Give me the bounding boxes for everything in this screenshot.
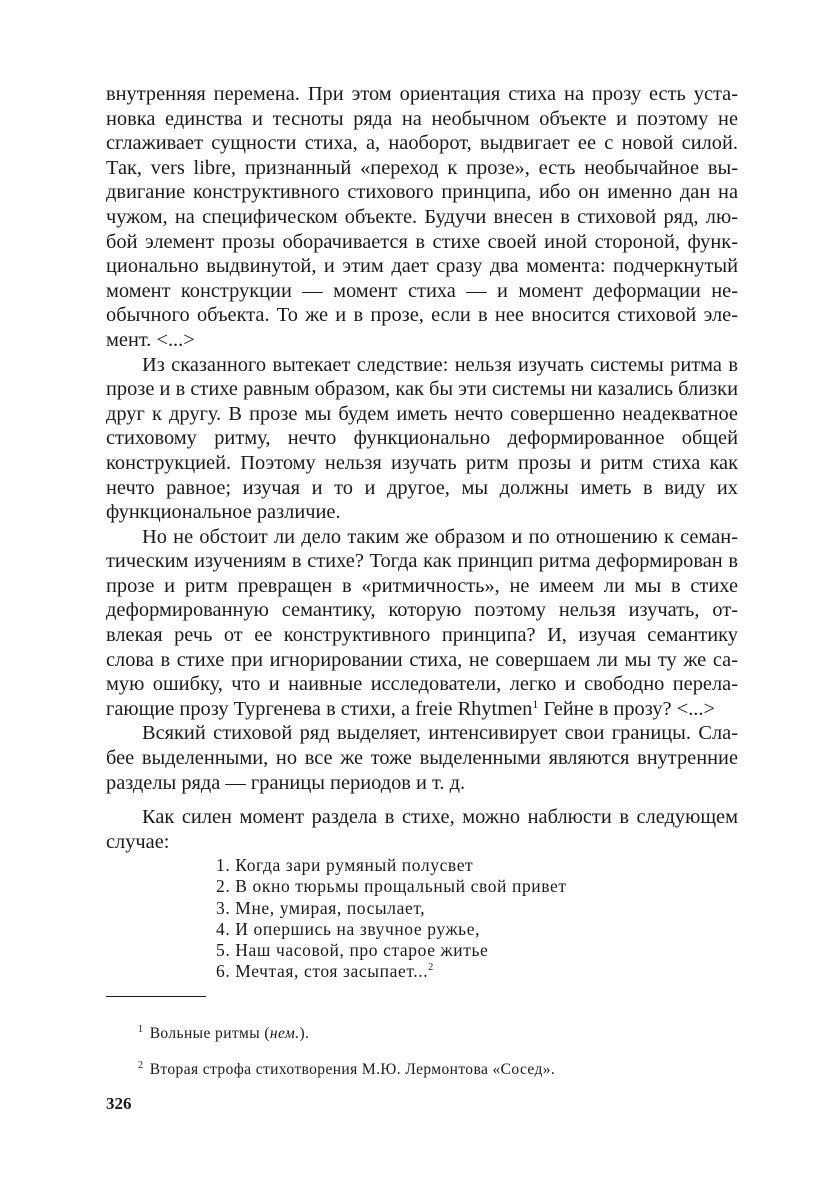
footnote-1-tail: ). xyxy=(299,1025,310,1042)
footnotes xyxy=(138,1024,555,1080)
main-text xyxy=(106,82,738,854)
poem-line-1: 1. Когда зари румяный полусвет xyxy=(216,855,474,875)
paragraph-3 xyxy=(106,525,738,722)
paragraph-5: Как силен момент раздела в стихе, можно наблюсти в следующем случае: xyxy=(106,806,738,853)
footnote-2 xyxy=(138,1060,555,1080)
poem-line-6 xyxy=(216,961,567,982)
paragraph-1: внутренняя перемена. При этом ориентация стиха на прозу есть установка единства и тесноты ряда на необычном объекте и поэтому не сглаживает сущности стиха, а, наоборот, выдвигает ее с новой силой. Так, vers libre, признанный «переход к прозе», есть необычайное выдвигание конструктивного стихового принципа, ибо он именно дан на чужом, на специфическом объекте. Будучи внесен в стиховой ряд, любой элемент прозы оборачивается в стихе своей иной стороной, функционально выдвинутой, и этим дает сразу два момента: подчеркнутый момент конструкции — момент стиха — и момент деформации необычного объекта. То же и в прозе, если в нее вносится стиховой элемент. <...> xyxy=(106,83,738,351)
paragraph-3-tail: Гейне в прозу? <...> xyxy=(543,697,716,720)
footnote-1 xyxy=(138,1024,555,1044)
footnote-ref-1: 1 xyxy=(532,696,539,711)
footnote-ref-2: 2 xyxy=(428,962,434,974)
poem-line-5: 5. Наш часовой, про старое житье xyxy=(216,940,489,961)
page-number: 326 xyxy=(106,1094,132,1113)
footnote-2-text: Вторая строфа стихотворения М.Ю. Лермонтова «Сосед». xyxy=(149,1061,556,1078)
poem-line-2: 2. В окно тюрьмы прощальный свой привет xyxy=(216,876,567,897)
footnote-1-text: Вольные ритмы ( xyxy=(149,1025,270,1042)
paragraph-4: Всякий стиховой ряд выделяет, интенсивирует свои границы. Слабее выделенными, но все же тоже выделенными являются внутренние разделы ряда — границы периодов и т. д. xyxy=(106,722,738,794)
footnote-2-mark: 2 xyxy=(138,1060,144,1071)
poem-line-4: 4. И опершись на звучное ружье, xyxy=(216,918,481,939)
paragraph-2: Из сказанного вытекает следствие: нельзя изучать системы ритма в прозе и в стихе равным образом, как бы эти системы ни казались близки друг к другу. В прозе мы будем иметь нечто совершенно неадекватное стиховому ритму, нечто функционально деформированное общей конструкцией. Поэтому нельзя изучать ритм прозы и ритм стиха как нечто равное; изучая и то и другое, мы должны иметь в виду их функциональное различие. xyxy=(106,353,738,524)
paragraph-3-text: Но не обстоит ли дело таким же образом и по отношению к семантическим изучениям в стихе? Тогда как принцип ритма деформирован в прозе и ритм превращен в «ритмичность», не имеем ли мы в стихе деформированную семантику, которую поэтому нельзя изучать, отвлекая речь от ее конструктивного принципа? И, изучая семантику слова в стихе при игнорировании стиха, не совершаем ли мы ту же самую ошибку, что и наивные исследователи, легко и свободно перелагающие прозу Тургенева в стихи, а freie Rhytmen xyxy=(106,525,738,720)
poem-line-3: 3. Мне, умирая, посылает, xyxy=(216,897,426,918)
poem-line-6-text: 6. Мечтая, стоя засыпает... xyxy=(216,961,429,982)
footnote-1-mark: 1 xyxy=(138,1024,144,1035)
footnote-divider xyxy=(106,996,206,997)
poem-quote xyxy=(216,855,567,983)
footnote-1-lang: нем. xyxy=(269,1025,300,1042)
